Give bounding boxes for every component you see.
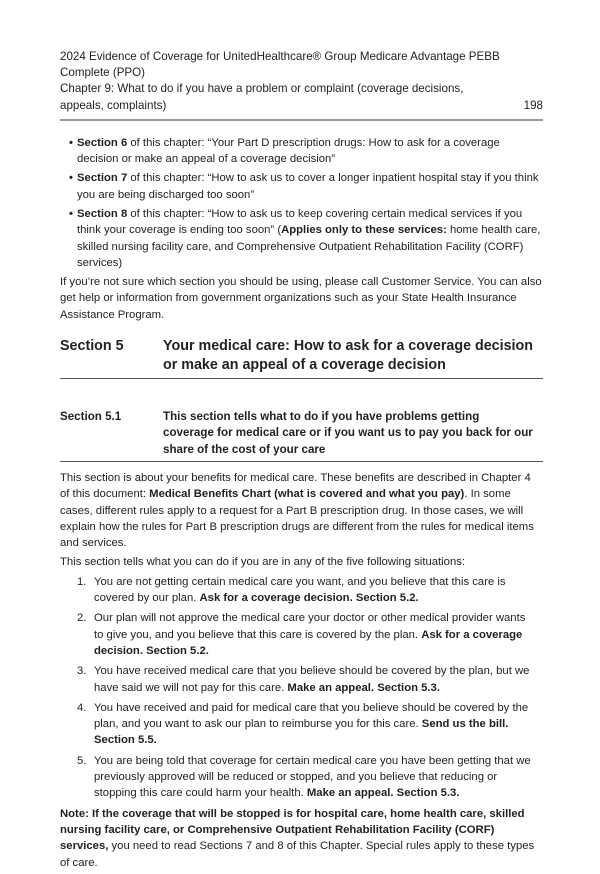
- list-item: 2. Our plan will not approve the medical care your doctor or other medical provider wants to give you, and you believe that this care is covered by the plan. Ask for a coverage decision. Section 5.2.: [77, 612, 526, 657]
- list-item: 4. You have received and paid for medical care that you believe should be covered by the plan, and you want to ask our plan to reimburse you for this care. Send us the bill. Section 5.5.: [77, 701, 529, 747]
- subsection-number: Section 5.1: [60, 410, 122, 424]
- section-5-heading: [60, 337, 543, 379]
- section-title: Your medical care: How to ask for a coverage decision or make an appeal of a coverage decision: [163, 338, 533, 373]
- page-number: 198: [523, 98, 543, 112]
- list-item: 5. You are being told that coverage for certain medical care you have been getting that we previously approved will be reduced or stopped, and you believe that reducing or stopping this care could harm your health. Make an appeal. Section 5.3.: [77, 754, 531, 800]
- situations-list: [60, 574, 543, 802]
- document-page: [60, 49, 543, 874]
- action-label: Send us the bill. Section 5.5.: [94, 718, 509, 747]
- section-number: Section 5: [60, 338, 124, 355]
- chapter-title: Chapter 9: What to do if you have a problem or complaint (coverage decisions, appeals, complaints): [60, 82, 464, 112]
- intro-paragraph: This section is about your benefits for medical care. These benefits are described in Chapter 4 of this document: Medical Benefits Chart (what is covered and what you pay). In some cases, different rules apply to a request for a Part B prescription drug. In those cases, we will explain how the rules for Part B prescription drugs are different from the rules for medical items and services.: [60, 471, 534, 550]
- benefits-chart-reference: Medical Benefits Chart (what is covered and what you pay): [149, 488, 465, 501]
- action-label: Make an appeal. Section 5.3.: [306, 787, 460, 800]
- list-item: 1. You are not getting certain medical care you want, and you believe that this care is covered by our plan. Ask for a coverage decision. Section 5.2.: [77, 575, 506, 605]
- header-divider: [60, 119, 543, 121]
- section-reference-list: [60, 135, 543, 271]
- list-item: 3. You have received medical care that you believe should be covered by the plan, but we have said we will not pay for this care. Make an appeal. Section 5.3.: [77, 665, 530, 694]
- action-label: Ask for a coverage decision. Section 5.2.: [199, 592, 419, 605]
- action-label: Make an appeal. Section 5.3.: [287, 681, 440, 694]
- action-label: Ask for a coverage decision. Section 5.2.: [94, 628, 523, 657]
- document-title: 2024 Evidence of Coverage for UnitedHealthcare® Group Medicare Advantage PEBB Complete (PPO): [60, 50, 500, 80]
- section-ref-label: Section 8: [77, 208, 128, 220]
- section-ref-label: Section 6: [77, 136, 128, 149]
- section-ref-label: Section 7: [77, 172, 128, 185]
- page-header: [60, 49, 543, 114]
- list-item: • Section 6 of this chapter: “Your Part D prescription drugs: How to ask for a coverage decision or make an appeal of a coverage decision”: [77, 135, 543, 168]
- list-item: • Section 7 of this chapter: “How to ask us to cover a longer inpatient hospital stay if you think you are being discharged too soon”: [77, 170, 543, 203]
- situations-lead: This section tells what you can do if you are in any of the five following situations:: [60, 556, 466, 569]
- subsection-title: This section tells what to do if you have problems getting coverage for medical care or if you want us to pay you back for our share of the cost of your care: [163, 410, 533, 456]
- section-5-1-heading: [60, 409, 543, 462]
- list-item: • Section 8 of this chapter: “How to ask us to keep covering certain medical services if you think your coverage is ending too soon” (Applies only to these services: home health care, skilled nursing facility care, and Comprehensive Outpatient Rehabilitation Facility (CORF) services): [77, 206, 543, 271]
- help-paragraph: If you’re not sure which section you should be using, please call Customer Service. You can also get help or information from government organizations such as your State Health Insurance Assistance Program.: [60, 276, 542, 321]
- note-paragraph: Note: If the coverage that will be stopped is for hospital care, home health care, skilled nursing facility care, or Comprehensive Outpatient Rehabilitation Facility (CORF) services, you need to read Sections 7 and 8 of this Chapter. Special rules apply to these types of care.: [60, 807, 535, 869]
